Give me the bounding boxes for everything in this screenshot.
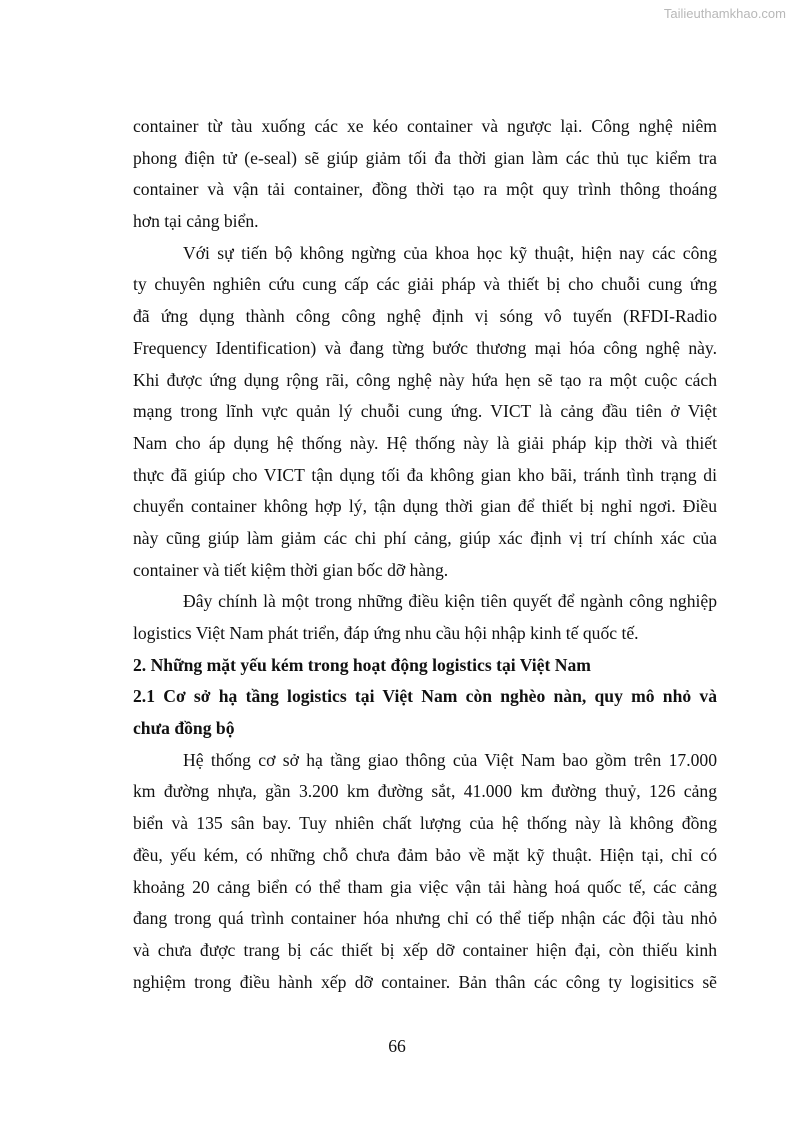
text-line: thực đã giúp cho VICT tận dụng tối đa không gian kho bãi, tránh tình trạng di xyxy=(133,464,717,485)
paragraph xyxy=(133,238,717,587)
text-line: hơn tại cảng biển. xyxy=(133,211,259,232)
text-line: container từ tàu xuống các xe kéo container và ngược lại. Công nghệ niêm xyxy=(133,116,717,136)
text-line: logistics Việt Nam phát triển, đáp ứng nhu cầu hội nhập kinh tế quốc tế. xyxy=(133,623,639,643)
text-line: đều, yếu kém, có những chỗ chưa đảm bảo về mặt kỹ thuật. Hiện tại, chỉ có xyxy=(133,844,717,865)
text-line: ty chuyên nghiên cứu cung cấp các giải pháp và thiết bị cho chuỗi cung ứng xyxy=(133,274,717,295)
section-heading xyxy=(133,681,717,744)
text-line: chuyển container không hợp lý, tận dụng thời gian để thiết bị nghỉ ngơi. Điều xyxy=(133,496,717,517)
paragraph xyxy=(133,745,717,999)
text-line: Đây chính là một trong những điều kiện tiên quyết để ngành công nghiệp xyxy=(183,591,717,612)
text-line: đang trong quá trình container hóa nhưng chỉ có thể tiếp nhận các đội tàu nhỏ xyxy=(133,908,717,929)
text-line: 2.1 Cơ sở hạ tầng logistics tại Việt Nam còn nghèo nàn, quy mô nhỏ và xyxy=(133,686,717,707)
paragraph xyxy=(133,586,717,649)
text-line: Với sự tiến bộ không ngừng của khoa học kỹ thuật, hiện nay các công xyxy=(183,242,717,263)
text-line: Khi được ứng dụng rộng rãi, công nghệ này hứa hẹn sẽ tạo ra một cuộc cách xyxy=(133,369,717,390)
document-body xyxy=(133,111,717,998)
text-line: Nam cho áp dụng hệ thống này. Hệ thống này là giải pháp kịp thời và thiết xyxy=(133,432,717,453)
text-line: biển và 135 sân bay. Tuy nhiên chất lượng của hệ thống này là không đồng xyxy=(133,813,717,834)
watermark: Tailieuthamkhao.com xyxy=(663,6,786,21)
paragraph xyxy=(133,111,717,238)
text-line: chưa đồng bộ xyxy=(133,718,235,739)
text-line: Frequency Identification) và đang từng bước thương mại hóa công nghệ này. xyxy=(133,337,717,358)
text-line: nghiệm trong điều hành xếp dỡ container. Bản thân các công ty logisitics sẽ xyxy=(133,971,717,992)
text-line: 2. Những mặt yếu kém trong hoạt động logistics tại Việt Nam xyxy=(133,654,591,675)
text-line: và chưa được trang bị các thiết bị xếp dỡ container hiện đại, còn thiếu kinh xyxy=(133,939,717,960)
text-line: container và tiết kiệm thời gian bốc dỡ hàng. xyxy=(133,559,449,580)
text-line: mạng trong lĩnh vực quản lý chuỗi cung ứng. VICT là cảng đầu tiên ở Việt xyxy=(133,401,717,422)
text-line: Hệ thống cơ sở hạ tầng giao thông của Việt Nam bao gồm trên 17.000 xyxy=(183,749,717,770)
text-line: container và vận tải container, đồng thời tạo ra một quy trình thông thoáng xyxy=(133,179,717,200)
text-line: đã ứng dụng thành công công nghệ định vị sóng vô tuyến (RFDI-Radio xyxy=(133,306,717,327)
text-line: km đường nhựa, gần 3.200 km đường sắt, 41.000 km đường thuỷ, 126 cảng xyxy=(133,781,717,802)
text-line: này cũng giúp làm giảm các chi phí cảng, giúp xác định vị trí chính xác của xyxy=(133,527,717,548)
section-heading xyxy=(133,650,717,682)
text-line: khoảng 20 cảng biển có thể tham gia việc vận tải hàng hoá quốc tế, các cảng xyxy=(133,876,717,897)
text-line: phong điện tử (e-seal) sẽ giúp giảm tối đa thời gian làm các thủ tục kiểm tra xyxy=(133,147,717,168)
page-number: 66 xyxy=(388,1036,406,1056)
